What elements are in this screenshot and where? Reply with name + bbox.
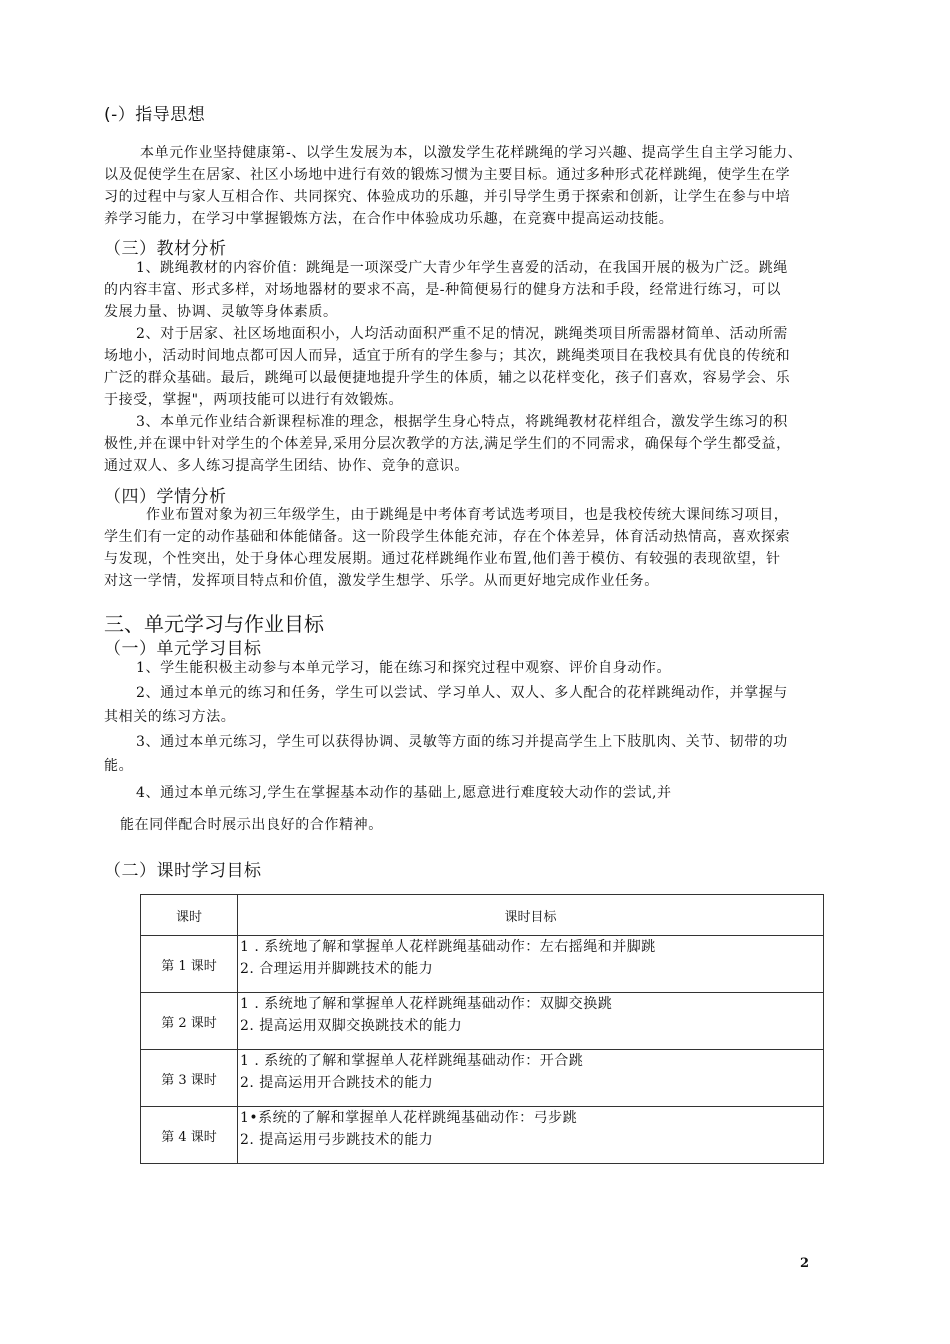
heading-lesson-goals: （二）课时学习目标 xyxy=(104,861,262,881)
paragraph-line: 极性,并在课中针对学生的个体差异,采用分层次教学的方法,满足学生们的不同需求，确保每个学生都受益， xyxy=(104,436,791,452)
paragraph-line: 习的过程中与家人互相合作、共同探究、体验成功的乐趣，并引导学生勇于探索和创新，让学生在参与中培 xyxy=(104,189,791,205)
paragraph-line: 3、本单元作业结合新课程标准的理念，根据学生身心特点，将跳绳教材花样组合，激发学生练习的积 xyxy=(136,414,788,430)
goal-item: 2. 提高运用开合跳技术的能力 xyxy=(240,1075,434,1091)
goal-line: 2、通过本单元的练习和任务，学生可以尝试、学习单人、双人、多人配合的花样跳绳动作，并掌握与 xyxy=(136,685,788,701)
paragraph-line: 作业布置对象为初三年级学生，由于跳绳是中考体育考试选考项目，也是我校传统大课间练习项目， xyxy=(146,507,789,523)
goal-cell xyxy=(238,993,824,1050)
goal-cell xyxy=(238,1107,824,1164)
paragraph-line: 场地小，活动时间地点都可因人而异，适宜于所有的学生参与；其次，跳绳类项目在我校具有优良的传统和 xyxy=(104,348,791,364)
goal-line: 其相关的练习方法。 xyxy=(104,709,236,725)
paragraph-line: 通过双人、多人练习提高学生团结、协作、竞争的意识。 xyxy=(104,458,469,474)
paragraph-line: 以及促使学生在居家、社区小场地中进行有效的锻炼习惯为主要目标。通过多种形式花样跳绳，使学生在学 xyxy=(104,167,791,183)
paragraph-line: 养学习能力，在学习中掌握锻炼方法，在合作中体验成功乐趣，在竞赛中提高运动技能。 xyxy=(104,211,674,227)
paragraph-line: 2、对于居家、社区场地面积小，人均活动面积严重不足的情况，跳绳类项目所需器材简单、活动所需 xyxy=(136,326,788,342)
goal-cell xyxy=(238,1050,824,1107)
paragraph-line: 1、跳绳教材的内容价值：跳绳是一项深受广大青少年学生喜爱的活动，在我国开展的极为广泛。跳绳 xyxy=(136,260,788,276)
table-header-row xyxy=(141,895,824,936)
lesson-cell: 第 1 课时 xyxy=(141,936,238,993)
goal-item: 1 . 系统的了解和掌握单人花样跳绳基础动作：开合跳 xyxy=(240,1053,584,1069)
goal-item: 1 . 系统地了解和掌握单人花样跳绳基础动作：双脚交换跳 xyxy=(240,996,613,1012)
goal-item: 1 . 系统地了解和掌握单人花样跳绳基础动作：左右摇绳和并脚跳 xyxy=(240,939,656,955)
table-row xyxy=(141,1107,824,1164)
goal-line: 能在同伴配合时展示出良好的合作精神。 xyxy=(120,817,383,833)
goal-cell xyxy=(238,936,824,993)
goal-line: 3、通过本单元练习，学生可以获得协调、灵敏等方面的练习并提高学生上下肢肌肉、关节、韧带的功 xyxy=(136,734,788,750)
paragraph-line: 学生们有一定的动作基础和体能储备。这一阶段学生体能充沛，存在个体差异，体育活动热情高，喜欢探索 xyxy=(104,529,791,545)
goal-item: 1•系统的了解和掌握单人花样跳绳基础动作：弓步跳 xyxy=(240,1110,578,1126)
header-lesson: 课时 xyxy=(141,895,238,936)
section-title: 三、单元学习与作业目标 xyxy=(104,612,324,636)
table-row xyxy=(141,936,824,993)
paragraph-line: 的内容丰富、形式多样，对场地器材的要求不高，是-种简便易行的健身方法和手段，经常进行练习，可以 xyxy=(104,282,781,298)
goal-item: 2. 提高运用双脚交换跳技术的能力 xyxy=(240,1018,463,1034)
paragraph-line: 广泛的群众基础。最后，跳绳可以最便捷地提升学生的体质，辅之以花样变化，孩子们喜欢，容易学会、乐 xyxy=(104,370,791,386)
goal-line: 1、学生能积极主动参与本单元学习，能在练习和探究过程中观察、评价自身动作。 xyxy=(136,660,672,676)
paragraph-line: 于接受，掌握"，两项技能可以进行有效锻炼。 xyxy=(104,392,404,408)
paragraph-line: 本单元作业坚持健康第-、以学生发展为本，以激发学生花样跳绳的学习兴趣、提高学生自主学习能力、 xyxy=(140,145,803,161)
heading-material-analysis: （三）教材分析 xyxy=(104,239,227,259)
goal-line: 能。 xyxy=(104,758,134,774)
table-row xyxy=(141,993,824,1050)
goal-line: 4、通过本单元练习,学生在掌握基本动作的基础上,愿意进行难度较大动作的尝试,并 xyxy=(136,785,672,801)
paragraph-line: 发展力量、协调、灵敏等身体素质。 xyxy=(104,304,338,320)
goal-item: 2. 提高运用弓步跳技术的能力 xyxy=(240,1132,434,1148)
heading-student-analysis: （四）学情分析 xyxy=(104,487,227,507)
paragraph-line: 与发现，个性突出，处于身体心理发展期。通过花样跳绳作业布置,他们善于模仿、有较强的表现欲望，针 xyxy=(104,551,781,567)
table-row xyxy=(141,1050,824,1107)
heading-unit-goals: （一）单元学习目标 xyxy=(104,639,262,659)
goal-item: 2. 合理运用并脚跳技术的能力 xyxy=(240,961,434,977)
heading-guiding-ideas: (-）指导思想 xyxy=(104,105,206,125)
lesson-cell: 第 4 课时 xyxy=(141,1107,238,1164)
lesson-goals-table xyxy=(140,894,824,1164)
page-number: 2 xyxy=(800,1256,810,1271)
lesson-cell: 第 2 课时 xyxy=(141,993,238,1050)
paragraph-line: 对这一学情，发挥项目特点和价值，激发学生想学、乐学。从而更好地完成作业任务。 xyxy=(104,573,659,589)
lesson-cell: 第 3 课时 xyxy=(141,1050,238,1107)
header-goal: 课时目标 xyxy=(238,895,824,936)
